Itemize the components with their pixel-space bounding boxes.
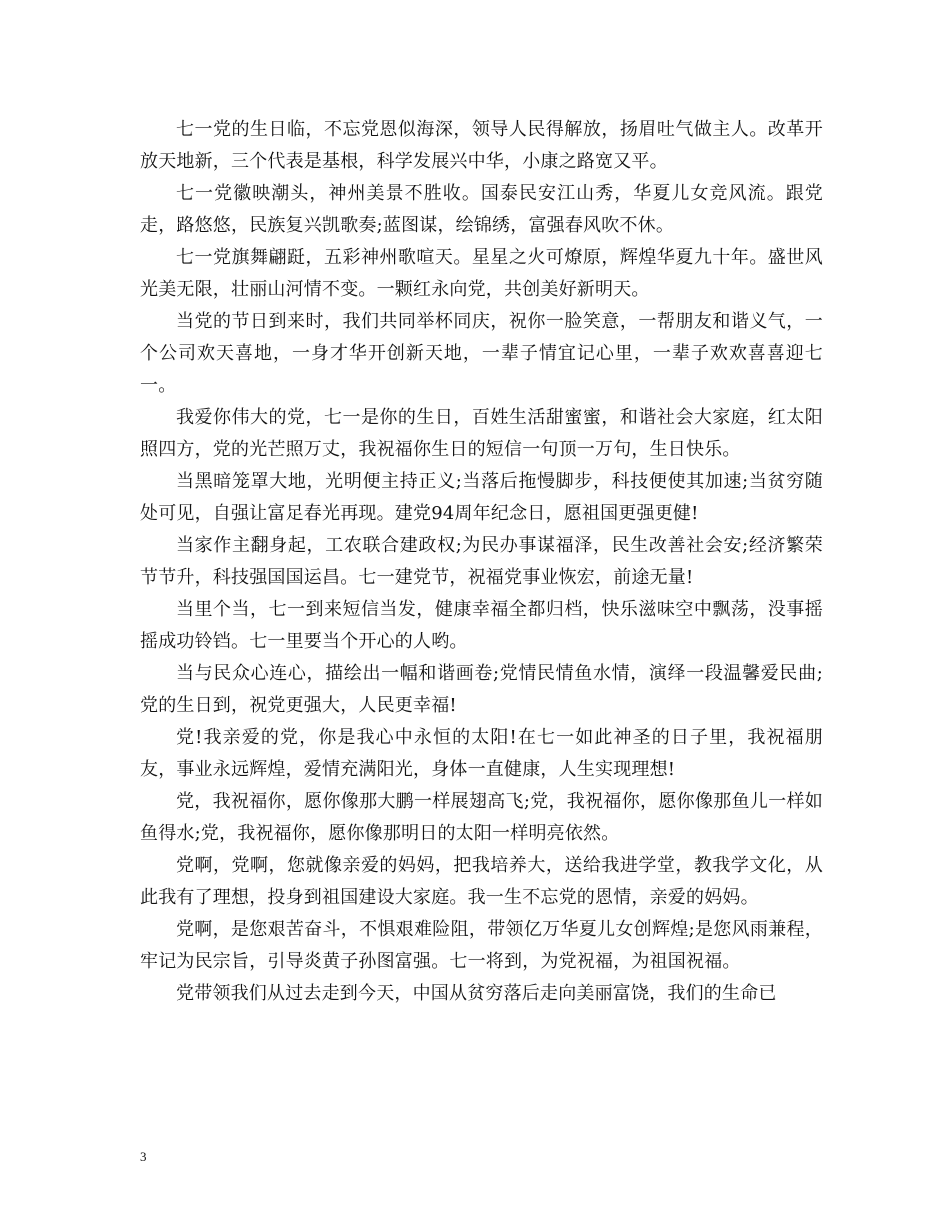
paragraph: 七一党的生日临，不忘党恩似海深，领导人民得解放，扬眉吐气做主人。改革开放天地新，三个代表是基根，科学发展兴中华，小康之路宽又平。 <box>140 119 823 172</box>
paragraph: 我爱你伟大的党，七一是你的生日，百姓生活甜蜜蜜，和谐社会大家庭，红太阳照四方，党的光芒照万丈，我祝福你生日的短信一句顶一万句，生日快乐。 <box>140 407 823 460</box>
paragraph: 当与民众心连心，描绘出一幅和谐画卷;党情民情鱼水情，演绎一段温馨爱民曲;党的生日到，祝党更强大，人民更幸福! <box>140 663 823 716</box>
paragraph: 党，我祝福你，愿你像那大鹏一样展翅高飞;党，我祝福你，愿你像那鱼儿一样如鱼得水;党，我祝福你，愿你像那明日的太阳一样明亮依然。 <box>140 791 823 844</box>
paragraph: 当黑暗笼罩大地，光明便主持正义;当落后拖慢脚步，科技便使其加速;当贫穷随处可见，自强让富足春光再现。建党94周年纪念日，愿祖国更强更健! <box>140 471 823 524</box>
paragraph: 当党的节日到来时，我们共同举杯同庆，祝你一脸笑意，一帮朋友和谐义气，一个公司欢天喜地，一身才华开创新天地，一辈子情宜记心里，一辈子欢欢喜喜迎七一。 <box>140 311 823 396</box>
paragraph: 党带领我们从过去走到今天，中国从贫穷落后走向美丽富饶，我们的生命已 <box>176 983 777 1004</box>
paragraph: 当里个当，七一到来短信当发，健康幸福全都归档，快乐滋味空中飘荡，没事摇摇成功铃铛。七一里要当个开心的人哟。 <box>140 599 823 652</box>
paragraph: 七一党旗舞翩跹，五彩神州歌喧天。星星之火可燎原，辉煌华夏九十年。盛世风光美无限，壮丽山河情不变。一颗红永向党，共创美好新明天。 <box>140 247 823 300</box>
paragraph: 当家作主翻身起，工农联合建政权;为民办事谋福泽，民生改善社会安;经济繁荣节节升，科技强国国运昌。七一建党节，祝福党事业恢宏，前途无量! <box>140 535 823 588</box>
paragraph: 七一党徽映潮头，神州美景不胜收。国泰民安江山秀，华夏儿女竞风流。跟党走，路悠悠，民族复兴凯歌奏;蓝图谋，绘锦绣，富强春风吹不休。 <box>140 183 823 236</box>
page-number: 3 <box>140 1149 147 1164</box>
paragraph: 党啊，党啊，您就像亲爱的妈妈，把我培养大，送给我进学堂，教我学文化，从此我有了理想，投身到祖国建设大家庭。我一生不忘党的恩情，亲爱的妈妈。 <box>140 855 823 908</box>
paragraph: 党啊，是您艰苦奋斗，不惧艰难险阻，带领亿万华夏儿女创辉煌;是您风雨兼程，牢记为民宗旨，引导炎黄子孙图富强。七一将到，为党祝福，为祖国祝福。 <box>140 919 823 972</box>
document-body <box>140 114 823 1010</box>
paragraph: 党!我亲爱的党，你是我心中永恒的太阳!在七一如此神圣的日子里，我祝福朋友，事业永远辉煌，爱情充满阳光，身体一直健康，人生实现理想! <box>140 727 823 780</box>
